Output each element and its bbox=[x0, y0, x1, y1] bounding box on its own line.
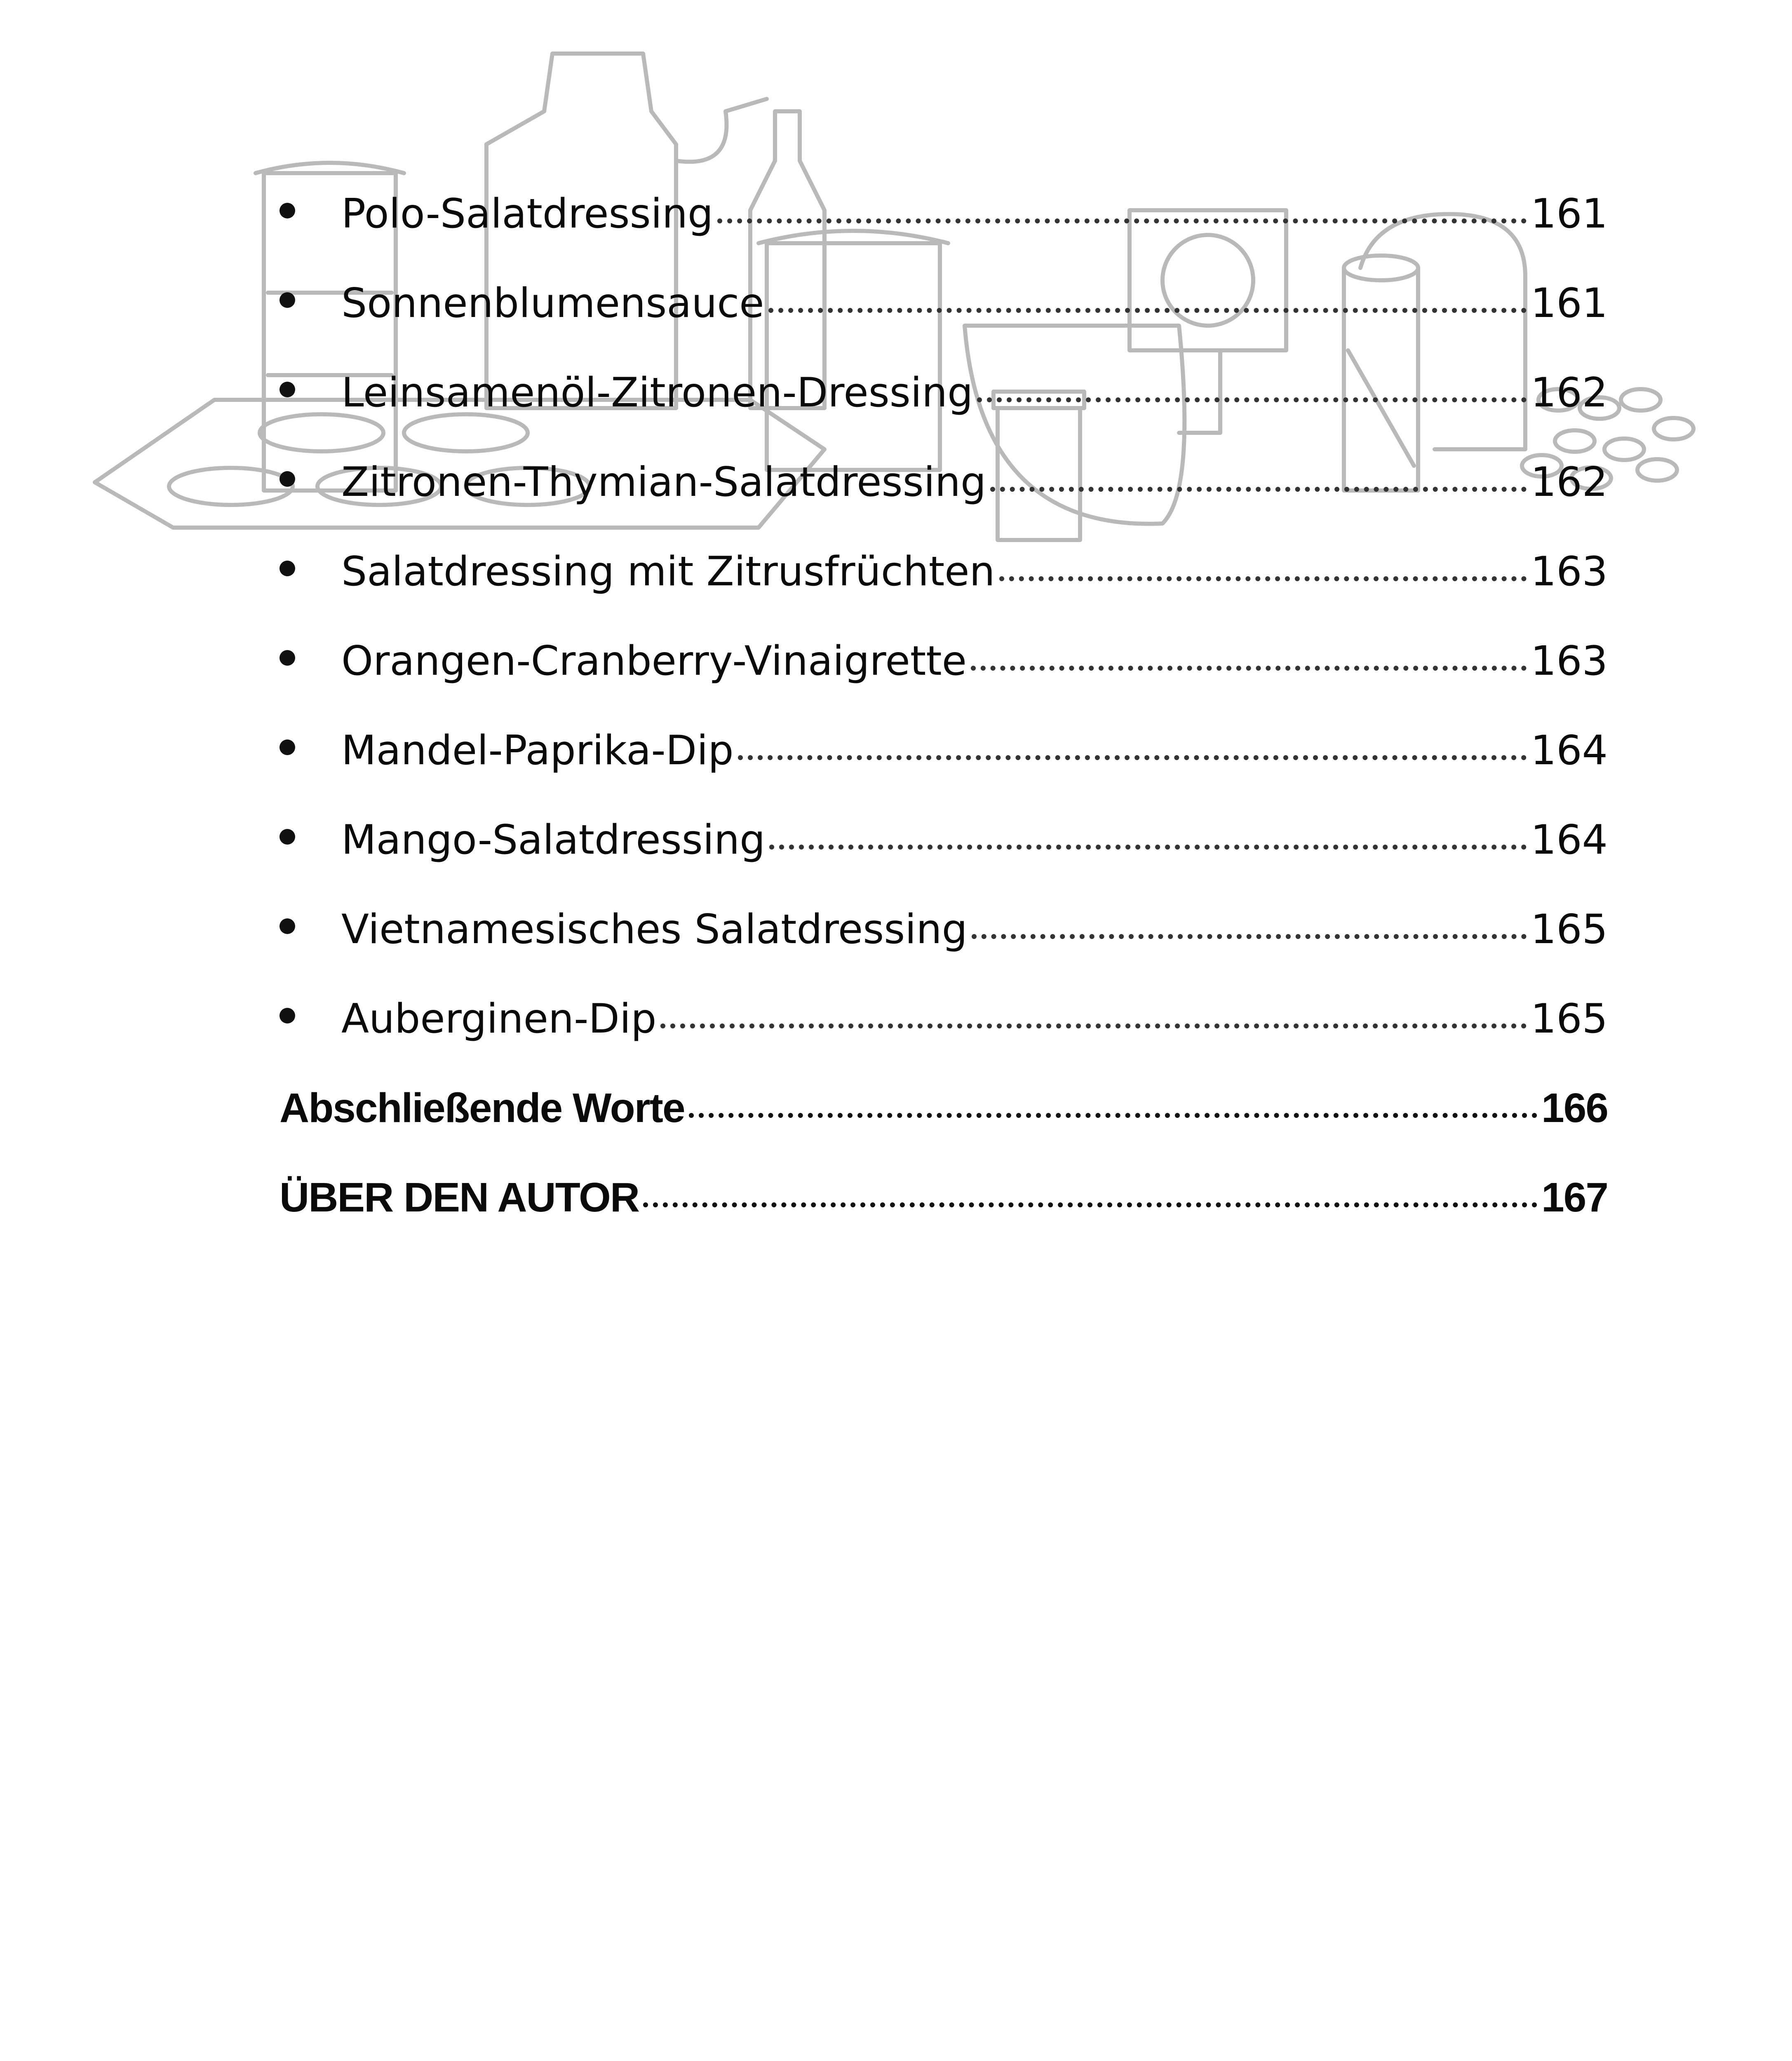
bullet-icon bbox=[279, 918, 295, 934]
dot-leader bbox=[717, 187, 1527, 228]
toc-chapter-closing-words[interactable] bbox=[279, 1060, 1608, 1150]
dot-leader bbox=[990, 455, 1527, 496]
toc-item[interactable] bbox=[279, 971, 1608, 1060]
kitchen-utensils-illustration bbox=[0, 2020, 1792, 2061]
toc-item-page: 164 bbox=[1530, 727, 1608, 774]
toc-chapter-title: Abschließende Worte bbox=[279, 1084, 685, 1131]
toc-chapter-page: 166 bbox=[1541, 1084, 1608, 1131]
bullet-icon bbox=[279, 203, 295, 218]
dot-leader bbox=[999, 545, 1527, 585]
toc-item-page: 164 bbox=[1530, 816, 1608, 864]
toc-chapter-page: 167 bbox=[1541, 1174, 1608, 1221]
toc-item-title: Sonnenblumensauce bbox=[341, 279, 764, 327]
bullet-icon bbox=[279, 561, 295, 576]
dot-leader bbox=[972, 903, 1527, 943]
toc-item[interactable] bbox=[279, 613, 1608, 702]
bullet-icon bbox=[279, 650, 295, 666]
toc-chapter-about-author[interactable] bbox=[279, 1150, 1608, 1239]
dot-leader bbox=[689, 1082, 1538, 1122]
dot-leader bbox=[769, 813, 1527, 854]
dot-leader bbox=[643, 1171, 1537, 1211]
toc-item-page: 163 bbox=[1530, 637, 1608, 685]
toc-item-page: 163 bbox=[1530, 548, 1608, 595]
toc-item[interactable] bbox=[279, 166, 1608, 255]
dot-leader bbox=[977, 366, 1527, 406]
toc-item-page: 161 bbox=[1530, 190, 1608, 237]
bullet-icon bbox=[279, 382, 295, 397]
toc-item[interactable] bbox=[279, 345, 1608, 434]
toc-item[interactable] bbox=[279, 523, 1608, 613]
toc-item-page: 162 bbox=[1530, 369, 1608, 416]
toc-item[interactable] bbox=[279, 792, 1608, 881]
toc-item-page: 162 bbox=[1530, 458, 1608, 506]
toc-chapter-title: ÜBER DEN AUTOR bbox=[279, 1174, 639, 1221]
toc-item-title: Leinsamenöl-Zitronen-Dressing bbox=[341, 369, 973, 416]
bullet-icon bbox=[279, 471, 295, 487]
bullet-icon bbox=[279, 739, 295, 755]
toc-item-title: Mango-Salatdressing bbox=[341, 816, 766, 864]
dot-leader bbox=[660, 992, 1527, 1033]
toc-item-title: Vietnamesisches Salatdressing bbox=[341, 906, 968, 953]
toc-item-title: Mandel-Paprika-Dip bbox=[341, 727, 734, 774]
dot-leader bbox=[738, 724, 1527, 764]
toc-item-page: 165 bbox=[1530, 906, 1608, 953]
toc-item-title: Polo-Salatdressing bbox=[341, 190, 714, 237]
toc-item[interactable] bbox=[279, 255, 1608, 345]
dot-leader bbox=[971, 634, 1527, 675]
bullet-icon bbox=[279, 829, 295, 845]
toc-item[interactable] bbox=[279, 881, 1608, 971]
toc-item-title: Zitronen-Thymian-Salatdressing bbox=[341, 458, 986, 506]
toc-item-page: 165 bbox=[1530, 995, 1608, 1042]
toc-item[interactable] bbox=[279, 434, 1608, 523]
bullet-icon bbox=[279, 292, 295, 308]
toc-item-title: Auberginen-Dip bbox=[341, 995, 657, 1042]
toc-item-page: 161 bbox=[1530, 279, 1608, 327]
toc-item-title: Salatdressing mit Zitrusfrüchten bbox=[341, 548, 995, 595]
toc-item[interactable] bbox=[279, 702, 1608, 792]
bullet-icon bbox=[279, 1008, 295, 1023]
table-of-contents bbox=[279, 166, 1608, 1239]
dot-leader bbox=[768, 277, 1527, 317]
toc-item-title: Orangen-Cranberry-Vinaigrette bbox=[341, 637, 967, 685]
